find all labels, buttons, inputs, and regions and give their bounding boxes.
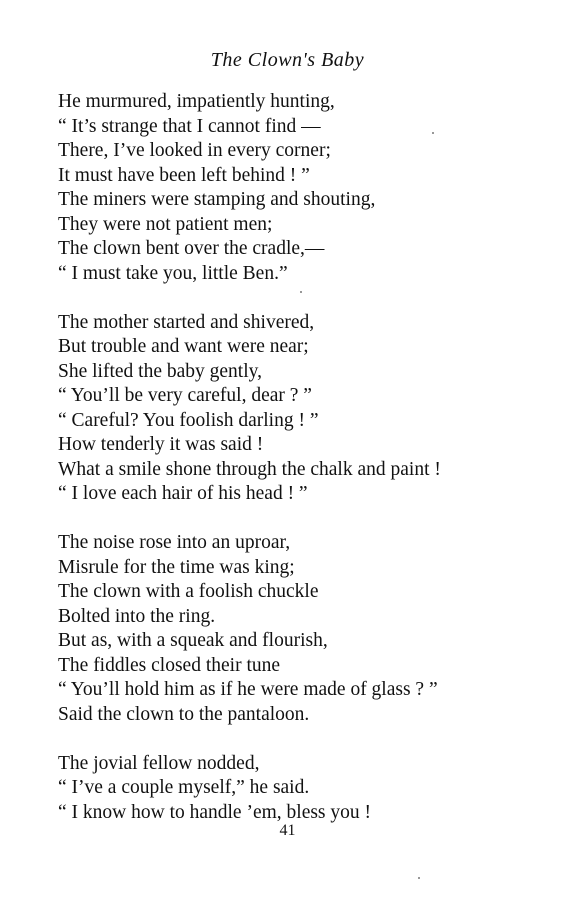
poem-line: But trouble and want were near;: [58, 336, 309, 357]
poem-line: What a smile shone through the chalk and paint !: [58, 458, 441, 480]
poem-line: “ I love each hair of his head ! ”: [58, 483, 308, 504]
poem-line: She lifted the baby gently,: [58, 360, 262, 382]
poem-line: Misrule for the time was king;: [58, 556, 295, 578]
poem-line: “ I know how to handle ’em, bless you !: [58, 801, 372, 823]
poem-line: “ I must take you, little Ben.”: [58, 262, 288, 284]
poem-line: “ You’ll be very careful, dear ? ”: [58, 385, 312, 406]
poem-line: Said the clown to the pantaloon.: [58, 703, 310, 725]
poem-line: But as, with a squeak and flourish,: [58, 630, 328, 651]
poem-line: The clown with a foolish chuckle: [58, 581, 319, 602]
poem-line: There, I’ve looked in every corner;: [58, 140, 331, 161]
poem-line: “ Careful? You foolish darling ! ”: [58, 409, 319, 431]
poem-line: He murmured, impatiently hunting,: [58, 91, 335, 112]
poem-line: The noise rose into an uproar,: [58, 532, 291, 553]
poem-line: The mother started and shivered,: [58, 311, 315, 333]
stanza-4: [58, 752, 568, 826]
poem-line: Bolted into the ring.: [58, 605, 216, 627]
poem-line: How tenderly it was said !: [58, 434, 264, 455]
poem-line: “ You’ll hold him as if he were made of glass ? ”: [58, 679, 438, 700]
poem-line: “ I’ve a couple myself,” he said.: [58, 777, 310, 798]
stanza-3: [58, 531, 568, 727]
print-speck: [418, 877, 420, 879]
poem-line: The jovial fellow nodded,: [58, 752, 260, 774]
stanza-2: [58, 311, 568, 507]
poem-line: The miners were stamping and shouting,: [58, 189, 376, 210]
poem-line: The fiddles closed their tune: [58, 654, 281, 676]
poem-line: They were not patient men;: [58, 213, 273, 235]
running-head: The Clown's Baby: [210, 49, 365, 71]
poem-body: [58, 90, 568, 850]
poem-line: The clown bent over the cradle,—: [58, 238, 325, 259]
print-speck: [300, 291, 302, 293]
poem-line: It must have been left behind ! ”: [58, 164, 310, 186]
stanza-1: [58, 90, 568, 286]
poem-line: “ It’s strange that I cannot find —: [58, 115, 321, 137]
print-speck: [432, 132, 434, 134]
page-number: 41: [279, 822, 296, 839]
